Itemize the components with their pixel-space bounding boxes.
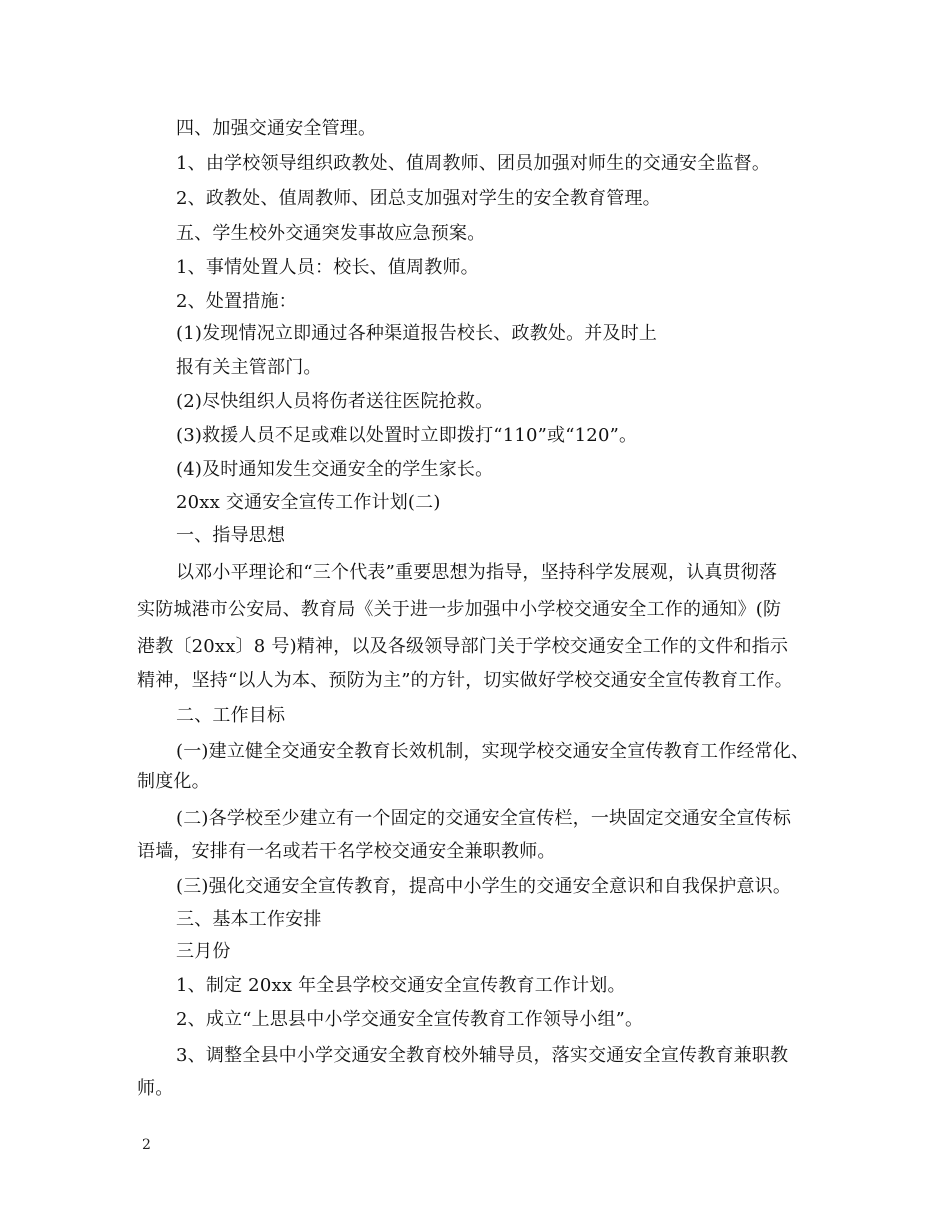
list-item: (4)及时通知发生交通安全的学生家长。 xyxy=(176,459,494,480)
section-heading-4: 四、加强交通安全管理。 xyxy=(176,118,377,139)
section-heading-arrangement: 三、基本工作安排 xyxy=(176,909,322,930)
paragraph-line: 港教〔20xx〕8 号)精神，以及各级领导部门关于学校交通安全工作的文件和指示 xyxy=(137,636,789,657)
paragraph-line: 精神，坚持“以人为本、预防为主”的方针，切实做好学校交通安全宣传教育工作。 xyxy=(137,670,793,691)
page-number: 2 xyxy=(142,1137,151,1153)
section-heading-goals: 二、工作目标 xyxy=(176,705,286,726)
paragraph-line: 1、事情处置人员：校长、值周教师。 xyxy=(176,257,479,278)
paragraph-line: 制度化。 xyxy=(137,771,210,792)
paragraph-line: (三)强化交通安全宣传教育，提高中小学生的交通安全意识和自我保护意识。 xyxy=(176,876,792,897)
list-item: (3)救援人员不足或难以处置时立即拨打“110”或“120”。 xyxy=(176,425,638,446)
list-item-continuation: 报有关主管部门。 xyxy=(176,357,322,378)
list-item: (1)发现情况立即通过各种渠道报告校长、政教处。并及时上 xyxy=(176,323,658,344)
paragraph-line: 1、制定 20xx 年全县学校交通安全宣传教育工作计划。 xyxy=(176,975,626,996)
paragraph-line: 语墙，安排有一名或若干名学校交通安全兼职教师。 xyxy=(137,841,556,862)
section-heading-5: 五、学生校外交通突发事故应急预案。 xyxy=(176,223,486,244)
paragraph-line: 师。 xyxy=(137,1078,174,1099)
paragraph-line: 3、调整全县中小学交通安全教育校外辅导员，落实交通安全宣传教育兼职教 xyxy=(176,1045,789,1066)
paragraph-line: 2、处置措施： xyxy=(176,291,297,312)
month-heading: 三月份 xyxy=(176,941,231,962)
paragraph-line: (一)建立健全交通安全教育长效机制，实现学校交通安全宣传教育工作经常化、 xyxy=(176,741,810,762)
paragraph-line: (二)各学校至少建立有一个固定的交通安全宣传栏，一块固定交通安全宣传标 xyxy=(176,808,792,829)
paragraph-line: 2、成立“上思县中小学交通安全宣传教育工作领导小组”。 xyxy=(176,1009,644,1030)
section-heading-guiding: 一、指导思想 xyxy=(176,525,286,546)
paragraph-line: 实防城港市公安局、教育局《关于进一步加强中小学校交通安全工作的通知》(防 xyxy=(137,599,782,620)
paragraph-line: 以邓小平理论和“三个代表”重要思想为指导，坚持科学发展观，认真贯彻落 xyxy=(176,562,778,583)
paragraph-line: 1、由学校领导组织政教处、值周教师、团员加强对师生的交通安全监督。 xyxy=(176,153,771,174)
plan-title: 20xx 交通安全宣传工作计划(二) xyxy=(176,492,441,513)
paragraph-line: 2、政教处、值周教师、团总支加强对学生的安全教育管理。 xyxy=(176,188,661,209)
list-item: (2)尽快组织人员将伤者送往医院抢救。 xyxy=(176,391,494,412)
